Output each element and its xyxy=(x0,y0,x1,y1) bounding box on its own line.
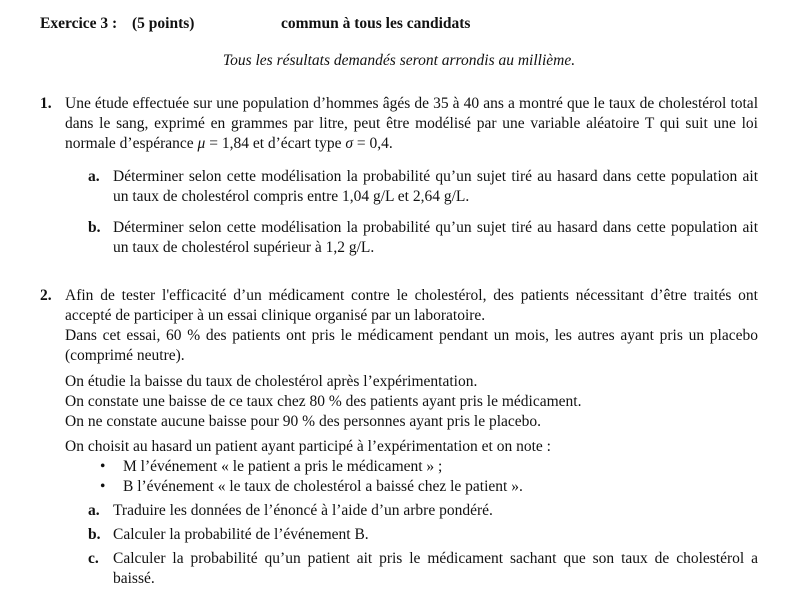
exercise-header xyxy=(40,14,758,34)
question-2-item-c-label: c. xyxy=(88,550,99,567)
bullet-item-b-text: B l’événement « le taux de cholestérol a baissé chez le patient ». xyxy=(123,478,523,495)
question-2-item-a xyxy=(88,501,758,521)
question-1-intro-text-3: = 0,4. xyxy=(353,135,393,152)
question-2-item-c-text: Calculer la probabilité qu’un patient ait pris le médicament sachant que son taux de cholestérol a baissé. xyxy=(113,550,758,587)
question-2-observations xyxy=(65,372,758,432)
question-1-intro xyxy=(65,94,758,154)
observation-line-1: On étudie la baisse du taux de cholestérol après l’expérimentation. xyxy=(65,373,478,390)
question-2-item-b-label: b. xyxy=(88,526,101,543)
sigma-symbol: σ xyxy=(345,135,353,152)
question-1 xyxy=(40,94,758,258)
bullet-item-m xyxy=(100,457,758,477)
note-intro: On choisit au hasard un patient ayant participé à l’expérimentation et on note : xyxy=(65,438,551,455)
question-2 xyxy=(40,286,758,589)
question-1-item-a-text: Déterminer selon cette modélisation la probabilité qu’un sujet tiré au hasard dans cette population ait un taux de cholestérol compris entre 1,04 g/L et 2,64 g/L. xyxy=(113,168,758,205)
question-2-paragraph-2: Dans cet essai, 60 % des patients ont pris le médicament pendant un mois, les autres ayant pris un placebo (comprimé neutre). xyxy=(65,327,758,364)
question-1-intro-text-1: Une étude effectuée sur une population d’hommes âgés de 35 à 40 ans a montré que le taux de cholestérol total dans le sang, exprimé en grammes par litre, peut être modélisé par une variable aléatoire T qui suit une loi normale d’espérance xyxy=(65,95,758,152)
rounding-notice: Tous les résultats demandés seront arrondis au millième. xyxy=(222,52,576,69)
question-1-item-b xyxy=(88,218,758,258)
question-2-item-b-text: Calculer la probabilité de l’événement B. xyxy=(113,526,369,543)
question-2-item-a-text: Traduire les données de l’énoncé à l’aide d’un arbre pondéré. xyxy=(113,502,493,519)
question-1-intro-text-2: = 1,84 et d’écart type xyxy=(205,135,346,152)
observation-line-3: On ne constate aucune baisse pour 90 % des personnes ayant pris le placebo. xyxy=(65,413,542,430)
bullet-item-m-text: M l’événement « le patient a pris le médicament » ; xyxy=(123,458,443,475)
mu-symbol: μ xyxy=(197,135,206,152)
observation-line-2: On constate une baisse de ce taux chez 80 % des patients ayant pris le médicament. xyxy=(65,393,582,410)
exercise-number-label: Exercice 3 : xyxy=(40,15,118,32)
question-2-number: 2. xyxy=(40,287,52,304)
question-1-number: 1. xyxy=(40,95,52,112)
bullet-icon: • xyxy=(100,478,106,495)
question-2-paragraph-1: Afin de tester l'efficacité d’un médicament contre le cholestérol, des patients nécessitant d’être traités ont accepté de participer à un essai clinique organisé par un laboratoire. xyxy=(65,287,758,324)
bullet-item-b xyxy=(100,477,758,497)
points-label: (5 points) xyxy=(132,15,195,32)
question-1-item-a xyxy=(88,167,758,207)
question-2-item-b xyxy=(88,525,758,545)
bullet-icon: • xyxy=(100,458,106,475)
question-1-item-b-text: Déterminer selon cette modélisation la probabilité qu’un sujet tiré au hasard dans cette population ait un taux de cholestérol supérieur à 1,2 g/L. xyxy=(113,219,758,256)
question-1-item-b-label: b. xyxy=(88,219,101,236)
question-2-item-a-label: a. xyxy=(88,502,100,519)
audience-label: commun à tous les candidats xyxy=(281,15,471,32)
question-2-item-c xyxy=(88,549,758,589)
question-1-item-a-label: a. xyxy=(88,168,100,185)
